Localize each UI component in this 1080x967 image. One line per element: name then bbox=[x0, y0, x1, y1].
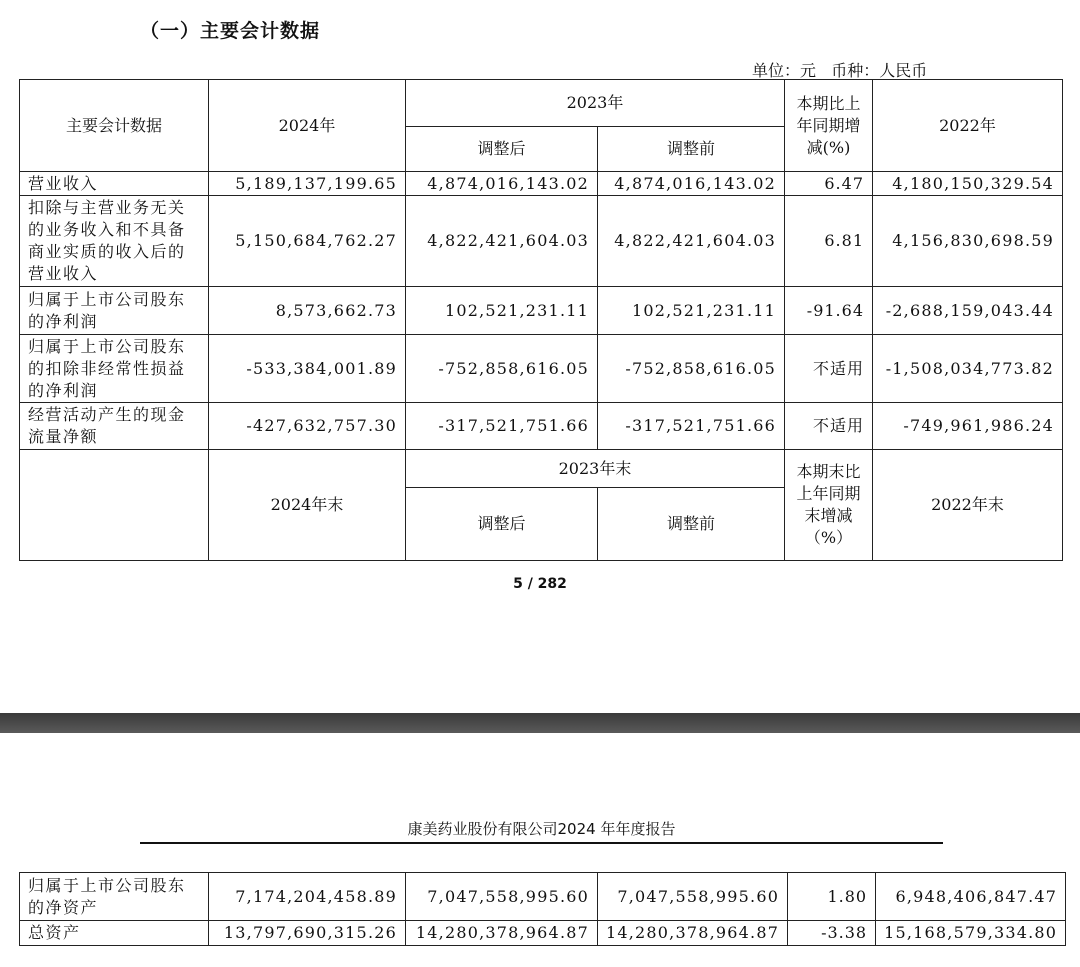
row-label: 总资产 bbox=[20, 921, 209, 946]
row-label: 归属于上市公司股东的扣除非经常性损益的净利润 bbox=[20, 335, 209, 403]
value-2023-adjusted-before: 4,822,421,604.03 bbox=[598, 196, 785, 287]
value-change-pct: 不适用 bbox=[785, 403, 873, 450]
value-change-pct: 6.81 bbox=[785, 196, 873, 287]
row-label: 扣除与主营业务无关的业务收入和不具备商业实质的收入后的营业收入 bbox=[20, 196, 209, 287]
value-2024-end: 13,797,690,315.26 bbox=[209, 921, 406, 946]
value-2024-end: 7,174,204,458.89 bbox=[209, 873, 406, 921]
page-separator bbox=[0, 713, 1080, 733]
value-2023-end-adjusted-before: 7,047,558,995.60 bbox=[598, 873, 788, 921]
value-2022: -2,688,159,043.44 bbox=[873, 287, 1063, 335]
header-adjusted-after: 调整后 bbox=[406, 127, 598, 172]
header-empty-cell bbox=[20, 450, 209, 561]
value-2023-adjusted-after: 4,822,421,604.03 bbox=[406, 196, 598, 287]
header-change-end-pct: 本期末比上年同期末增减（%） bbox=[785, 450, 873, 561]
header-2024-end: 2024年末 bbox=[209, 450, 406, 561]
value-change-pct: -3.38 bbox=[788, 921, 876, 946]
header-adjusted-before: 调整前 bbox=[598, 488, 785, 561]
row-label: 归属于上市公司股东的净资产 bbox=[20, 873, 209, 921]
unit-currency-note: 单位：元 币种：人民币 bbox=[752, 61, 928, 80]
header-2022: 2022年 bbox=[873, 80, 1063, 172]
value-2023-adjusted-before: 4,874,016,143.02 bbox=[598, 172, 785, 196]
value-2024: -427,632,757.30 bbox=[209, 403, 406, 450]
value-2023-adjusted-after: 4,874,016,143.02 bbox=[406, 172, 598, 196]
section-title: （一）主要会计数据 bbox=[140, 20, 321, 42]
value-2023-end-adjusted-after: 14,280,378,964.87 bbox=[406, 921, 598, 946]
value-2023-adjusted-before: 102,521,231.11 bbox=[598, 287, 785, 335]
table-row bbox=[20, 287, 1063, 335]
table-row bbox=[20, 403, 1063, 450]
value-2023-adjusted-after: 102,521,231.11 bbox=[406, 287, 598, 335]
value-2023-adjusted-after: -317,521,751.66 bbox=[406, 403, 598, 450]
header-change-pct: 本期比上年同期增减(%) bbox=[785, 80, 873, 172]
header-main-data: 主要会计数据 bbox=[20, 80, 209, 172]
header-adjusted-after: 调整后 bbox=[406, 488, 598, 561]
table-row bbox=[20, 873, 1066, 921]
value-2024: -533,384,001.89 bbox=[209, 335, 406, 403]
value-change-pct: 1.80 bbox=[788, 873, 876, 921]
value-2024: 5,189,137,199.65 bbox=[209, 172, 406, 196]
row-label: 归属于上市公司股东的净利润 bbox=[20, 287, 209, 335]
header-2023-end: 2023年末 bbox=[406, 450, 785, 488]
main-accounting-data-table bbox=[19, 79, 1063, 561]
header-2023: 2023年 bbox=[406, 80, 785, 127]
value-2023-end-adjusted-after: 7,047,558,995.60 bbox=[406, 873, 598, 921]
value-2022: 4,156,830,698.59 bbox=[873, 196, 1063, 287]
value-change-pct: 不适用 bbox=[785, 335, 873, 403]
header-2022-end: 2022年末 bbox=[873, 450, 1063, 561]
value-2022-end: 6,948,406,847.47 bbox=[876, 873, 1066, 921]
header-2024: 2024年 bbox=[209, 80, 406, 172]
row-label: 营业收入 bbox=[20, 172, 209, 196]
row-label: 经营活动产生的现金流量净额 bbox=[20, 403, 209, 450]
value-2022: -749,961,986.24 bbox=[873, 403, 1063, 450]
value-2022-end: 15,168,579,334.80 bbox=[876, 921, 1066, 946]
value-2024: 5,150,684,762.27 bbox=[209, 196, 406, 287]
table-row bbox=[20, 921, 1066, 946]
page-number: 5 / 282 bbox=[513, 576, 567, 592]
value-2023-adjusted-before: -317,521,751.66 bbox=[598, 403, 785, 450]
value-2024: 8,573,662.73 bbox=[209, 287, 406, 335]
table-row bbox=[20, 172, 1063, 196]
report-header: 康美药业股份有限公司2024 年年度报告 bbox=[140, 818, 943, 844]
balance-data-table bbox=[19, 872, 1066, 946]
value-2023-adjusted-before: -752,858,616.05 bbox=[598, 335, 785, 403]
value-2023-adjusted-after: -752,858,616.05 bbox=[406, 335, 598, 403]
header-adjusted-before: 调整前 bbox=[598, 127, 785, 172]
table-row bbox=[20, 335, 1063, 403]
value-change-pct: 6.47 bbox=[785, 172, 873, 196]
value-change-pct: -91.64 bbox=[785, 287, 873, 335]
value-2022: 4,180,150,329.54 bbox=[873, 172, 1063, 196]
table-row bbox=[20, 196, 1063, 287]
value-2023-end-adjusted-before: 14,280,378,964.87 bbox=[598, 921, 788, 946]
value-2022: -1,508,034,773.82 bbox=[873, 335, 1063, 403]
